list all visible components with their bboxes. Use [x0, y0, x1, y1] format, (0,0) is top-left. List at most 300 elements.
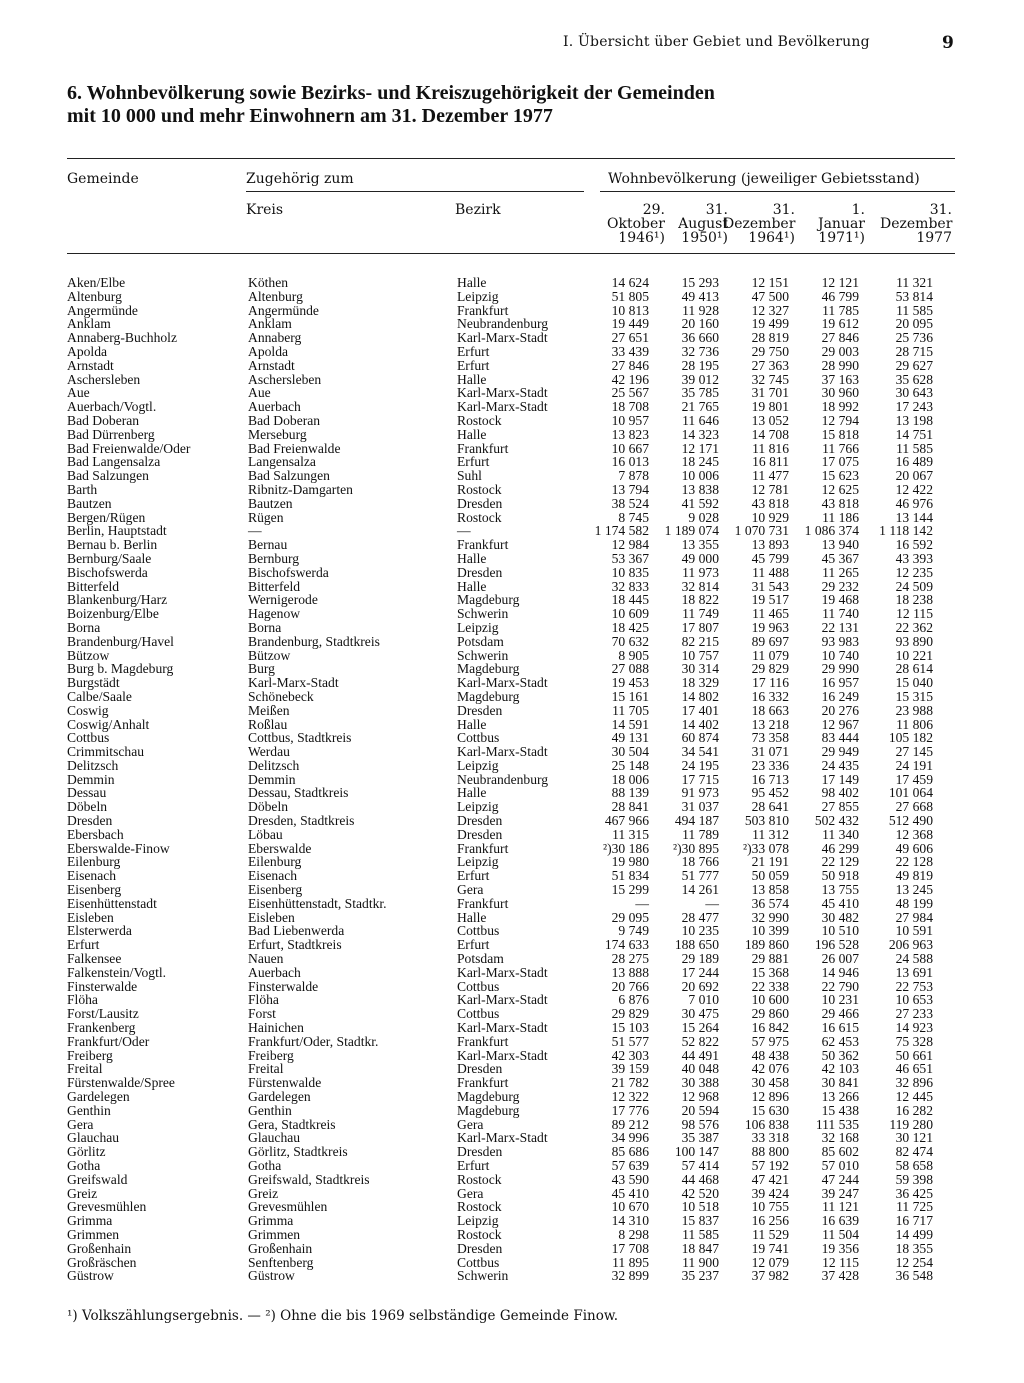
cell-gemeinde: Auerbach/Vogtl. [67, 399, 157, 415]
table-row [67, 662, 933, 676]
cell-kreis: Merseburg [248, 426, 307, 442]
cell-1964: 11 465 [752, 606, 789, 622]
cell-1950: 49 413 [681, 288, 719, 304]
table-row [67, 414, 933, 428]
cell-1950: 11 585 [682, 1226, 719, 1242]
table-title [67, 82, 927, 128]
cell-bezirk: Magdeburg [457, 1089, 520, 1105]
cell-1964: 29 750 [751, 343, 789, 359]
cell-1964: 10 399 [751, 923, 789, 939]
cell-1950: 52 822 [681, 1033, 719, 1049]
cell-1977: 49 819 [895, 868, 933, 884]
cell-bezirk: Cottbus [457, 978, 500, 994]
table-row [67, 1256, 933, 1270]
cell-1946: 18 708 [611, 399, 649, 415]
cell-1977: 20 067 [895, 468, 933, 484]
cell-1964: 32 745 [751, 371, 789, 387]
cell-kreis: Burg [248, 661, 275, 677]
cell-1946: 21 782 [611, 1075, 649, 1091]
cell-1946: 17 776 [611, 1102, 649, 1118]
cell-1977: 13 144 [895, 509, 933, 525]
cell-1950: 14 261 [681, 882, 719, 898]
cell-1971: 42 103 [821, 1061, 859, 1077]
cell-bezirk: Leipzig [457, 757, 499, 773]
cell-1950: 18 766 [681, 854, 719, 870]
table-row [67, 1104, 933, 1118]
table-row [67, 1131, 933, 1145]
header-gemeinde: Gemeinde [67, 171, 139, 187]
cell-bezirk: Erfurt [457, 343, 490, 359]
cell-1964: 16 256 [751, 1213, 789, 1229]
cell-gemeinde: Eisenach [67, 868, 117, 884]
cell-1977: 16 489 [895, 454, 933, 470]
cell-bezirk: Frankfurt [457, 440, 509, 456]
running-head: I. Übersicht über Gebiet und Bevölkerung [563, 34, 870, 50]
cell-kreis: Fürstenwalde [248, 1075, 322, 1091]
cell-kreis: — [248, 523, 262, 539]
cell-1950: 13 838 [681, 481, 719, 497]
cell-1971: 17 149 [821, 771, 859, 787]
table-row [67, 1049, 933, 1063]
cell-bezirk: Erfurt [457, 454, 490, 470]
cell-bezirk: Neubrandenburg [457, 316, 549, 332]
cell-1946: 45 410 [611, 1185, 649, 1201]
cell-1977: 59 398 [895, 1171, 933, 1187]
cell-1946: 25 567 [611, 385, 649, 401]
cell-gemeinde: Eisenberg [67, 882, 122, 898]
cell-1964: 16 811 [752, 454, 789, 470]
cell-bezirk: — [457, 523, 471, 539]
cell-bezirk: Rostock [457, 1171, 502, 1187]
cell-1950: 36 660 [681, 330, 719, 346]
cell-1950: 14 323 [681, 426, 719, 442]
cell-1977: 32 896 [895, 1075, 933, 1091]
cell-1964: 32 990 [751, 909, 789, 925]
cell-1977: 14 499 [895, 1226, 933, 1242]
table-row [67, 828, 933, 842]
cell-1971: 12 967 [821, 716, 859, 732]
cell-1964: 13 218 [751, 716, 789, 732]
table-row [67, 345, 933, 359]
cell-bezirk: Dresden [457, 813, 503, 829]
cell-1977: 22 753 [895, 978, 933, 994]
cell-1946: 18 425 [611, 619, 649, 635]
cell-1964: 503 810 [744, 813, 789, 829]
table-row [67, 304, 933, 318]
cell-bezirk: Karl-Marx-Stadt [457, 1130, 548, 1146]
table-row [67, 1269, 933, 1283]
cell-1946: 14 591 [611, 716, 649, 732]
cell-1950: 17 401 [681, 702, 719, 718]
cell-1964: 19 499 [751, 316, 789, 332]
cell-1950: 10 006 [681, 468, 719, 484]
cell-1946: 29 829 [611, 1006, 649, 1022]
cell-1964: 10 929 [751, 509, 789, 525]
cell-1977: 50 661 [895, 1047, 933, 1063]
cell-1977: 10 591 [895, 923, 933, 939]
cell-1950: 35 785 [681, 385, 719, 401]
cell-kreis: Karl-Marx-Stadt [248, 675, 339, 691]
cell-1977: 12 254 [895, 1254, 933, 1270]
cell-1946: 7 878 [618, 468, 649, 484]
cell-1964: 12 327 [751, 302, 789, 318]
cell-1946: 467 966 [604, 813, 649, 829]
cell-1964: 31 701 [751, 385, 789, 401]
cell-1950: 11 973 [682, 564, 719, 580]
cell-1977: 15 315 [895, 688, 933, 704]
cell-1964: 13 893 [751, 537, 789, 553]
table-row [67, 649, 933, 663]
cell-1971: 24 435 [821, 757, 859, 773]
table-row [67, 386, 933, 400]
cell-gemeinde: Demmin [67, 771, 115, 787]
cell-1946: 43 590 [611, 1171, 649, 1187]
page-number: 9 [942, 33, 954, 53]
cell-1977: 11 585 [896, 302, 933, 318]
cell-bezirk: Frankfurt [457, 895, 509, 911]
population-table [67, 276, 933, 1283]
cell-kreis: Erfurt, Stadtkreis [248, 937, 342, 953]
cell-1950: 29 189 [681, 951, 719, 967]
cell-bezirk: Halle [457, 371, 487, 387]
cell-1977: 53 814 [895, 288, 933, 304]
cell-1977: 25 736 [895, 330, 933, 346]
cell-1971: 37 428 [821, 1268, 859, 1284]
table-row [67, 1228, 933, 1242]
table-row [67, 566, 933, 580]
cell-bezirk: Erfurt [457, 868, 490, 884]
cell-1950: — [705, 895, 719, 911]
cell-kreis: Nauen [248, 951, 284, 967]
cell-kreis: Delitzsch [248, 757, 300, 773]
cell-1950: 40 048 [681, 1061, 719, 1077]
cell-1950: 11 646 [682, 412, 719, 428]
cell-1946: 38 524 [611, 495, 649, 511]
cell-kreis: Wernigerode [248, 592, 318, 608]
cell-1950: 41 592 [681, 495, 719, 511]
cell-1977: 105 182 [888, 730, 933, 746]
cell-bezirk: Dresden [457, 1144, 503, 1160]
cell-1950: 188 650 [674, 937, 719, 953]
cell-1977: 10 221 [895, 647, 933, 663]
cell-kreis: Eisenach [248, 868, 298, 884]
table-row [67, 607, 933, 621]
cell-gemeinde: Greifswald [67, 1171, 128, 1187]
cell-bezirk: Karl-Marx-Stadt [457, 964, 548, 980]
cell-kreis: Hainichen [248, 1020, 304, 1036]
cell-kreis: Ribnitz-Damgarten [248, 481, 353, 497]
table-row [67, 1145, 933, 1159]
cell-bezirk: Rostock [457, 481, 502, 497]
cell-kreis: Freiberg [248, 1047, 294, 1063]
cell-gemeinde: Dessau [67, 785, 107, 801]
cell-1964: 89 697 [751, 633, 789, 649]
cell-1964: 19 801 [751, 399, 789, 415]
cell-kreis: Güstrow [248, 1268, 295, 1284]
table-row [67, 897, 933, 911]
cell-bezirk: Halle [457, 275, 487, 290]
cell-1946: 19 453 [611, 675, 649, 691]
cell-1977: 36 425 [895, 1185, 933, 1201]
cell-1946: 19 449 [611, 316, 649, 332]
cell-1964: 11 488 [752, 564, 789, 580]
table-row [67, 911, 933, 925]
cell-1946: 10 835 [611, 564, 649, 580]
cell-1977: 27 984 [895, 909, 933, 925]
cell-kreis: Eisleben [248, 909, 295, 925]
cell-gemeinde: Großräschen [67, 1254, 137, 1270]
cell-bezirk: Gera [457, 1185, 484, 1201]
cell-bezirk: Halle [457, 550, 487, 566]
table-row [67, 317, 933, 331]
table-row [67, 1021, 933, 1035]
cell-kreis: Frankfurt/Oder, Stadtkr. [248, 1033, 379, 1049]
cell-1971: 19 356 [821, 1240, 859, 1256]
cell-1946: 70 632 [611, 633, 649, 649]
cell-kreis: Bad Salzungen [248, 468, 330, 484]
cell-1971: 10 740 [821, 647, 859, 663]
cell-1964: 13 052 [751, 412, 789, 428]
cell-gemeinde: Coswig/Anhalt [67, 716, 150, 732]
table-row [67, 1090, 933, 1104]
cell-1946: 15 161 [611, 688, 649, 704]
cell-1950: 15 293 [681, 275, 719, 290]
cell-gemeinde: Bergen/Rügen [67, 509, 146, 525]
cell-1964: 19 741 [751, 1240, 789, 1256]
cell-gemeinde: Bautzen [67, 495, 112, 511]
header-date-1950: 31. August 1950¹) [678, 202, 728, 246]
cell-1946: 28 841 [611, 799, 649, 815]
table-row [67, 924, 933, 938]
cell-bezirk: Halle [457, 426, 487, 442]
cell-gemeinde: Döbeln [67, 799, 108, 815]
cell-kreis: Borna [248, 619, 282, 635]
cell-gemeinde: Finsterwalde [67, 978, 138, 994]
cell-1950: 7 010 [688, 992, 719, 1008]
cell-gemeinde: Annaberg-Buchholz [67, 330, 177, 346]
cell-1971: 22 131 [821, 619, 859, 635]
cell-gemeinde: Bernburg/Saale [67, 550, 152, 566]
cell-1964: 47 421 [751, 1171, 789, 1187]
cell-1971: 47 244 [821, 1171, 859, 1187]
cell-1971: 11 186 [822, 509, 859, 525]
cell-1971: 29 003 [821, 343, 859, 359]
cell-kreis: Freital [248, 1061, 284, 1077]
cell-kreis: Dessau, Stadtkreis [248, 785, 349, 801]
cell-1977: 16 717 [895, 1213, 933, 1229]
table-row [67, 1200, 933, 1214]
cell-1950: 12 968 [681, 1089, 719, 1105]
cell-bezirk: Neubrandenburg [457, 771, 549, 787]
cell-1946: 25 148 [611, 757, 649, 773]
cell-1971: 17 075 [821, 454, 859, 470]
cell-1971: 45 410 [821, 895, 859, 911]
cell-1964: 37 982 [751, 1268, 789, 1284]
cell-kreis: Cottbus, Stadtkreis [248, 730, 352, 746]
cell-1971: 27 855 [821, 799, 859, 815]
table-row [67, 511, 933, 525]
title-line-1: 6. Wohnbevölkerung sowie Bezirks- und Kreiszugehörigkeit der Gemeinden [67, 82, 715, 104]
cell-1971: 28 990 [821, 357, 859, 373]
table-row [67, 800, 933, 814]
cell-kreis: Aschersleben [248, 371, 322, 387]
cell-1971: 16 249 [821, 688, 859, 704]
cell-1977: 1 118 142 [879, 523, 933, 539]
cell-1950: 17 715 [681, 771, 719, 787]
wohnbev-underline [600, 191, 955, 192]
cell-bezirk: Potsdam [457, 951, 504, 967]
cell-1971: 11 504 [822, 1226, 859, 1242]
cell-1964: 15 368 [751, 964, 789, 980]
cell-gemeinde: Dresden [67, 813, 113, 829]
cell-1971: 12 121 [821, 275, 859, 290]
cell-kreis: Meißen [248, 702, 290, 718]
cell-1950: 21 765 [681, 399, 719, 415]
cell-1964: 30 458 [751, 1075, 789, 1091]
cell-1977: 49 606 [895, 840, 933, 856]
cell-1946: 33 439 [611, 343, 649, 359]
cell-kreis: Eisenberg [248, 882, 303, 898]
cell-1971: 19 468 [821, 592, 859, 608]
cell-bezirk: Leipzig [457, 619, 499, 635]
cell-bezirk: Suhl [457, 468, 482, 484]
cell-1977: 15 040 [895, 675, 933, 691]
cell-bezirk: Frankfurt [457, 537, 509, 553]
cell-gemeinde: Gera [67, 1116, 94, 1132]
cell-1964: 10 755 [751, 1199, 789, 1215]
cell-1977: 48 199 [895, 895, 933, 911]
cell-1971: 85 602 [821, 1144, 859, 1160]
table-row [67, 1007, 933, 1021]
cell-gemeinde: Fürstenwalde/Spree [67, 1075, 175, 1091]
header-kreis: Kreis [246, 202, 284, 218]
cell-gemeinde: Bischofswerda [67, 564, 148, 580]
cell-1950: 39 012 [681, 371, 719, 387]
cell-1971: 50 918 [821, 868, 859, 884]
cell-1977: 30 121 [895, 1130, 933, 1146]
cell-1950: 49 000 [681, 550, 719, 566]
cell-gemeinde: Ebersbach [67, 826, 124, 842]
cell-1977: 24 509 [895, 578, 933, 594]
cell-1971: 22 129 [821, 854, 859, 870]
cell-bezirk: Rostock [457, 1226, 502, 1242]
cell-bezirk: Dresden [457, 1240, 503, 1256]
table-row [67, 1076, 933, 1090]
cell-1950: 100 147 [674, 1144, 719, 1160]
cell-gemeinde: Glauchau [67, 1130, 120, 1146]
cell-1971: 11 121 [822, 1199, 859, 1215]
cell-1971: 196 528 [814, 937, 859, 953]
header-bottom-rule [67, 253, 955, 254]
cell-1964: 57 975 [751, 1033, 789, 1049]
cell-bezirk: Leipzig [457, 799, 499, 815]
cell-gemeinde: Bernau b. Berlin [67, 537, 158, 553]
table-row [67, 524, 933, 538]
cell-gemeinde: Falkenstein/Vogtl. [67, 964, 167, 980]
cell-1946: 57 639 [611, 1158, 649, 1173]
cell-1971: 50 362 [821, 1047, 859, 1063]
cell-1971: 15 623 [821, 468, 859, 484]
cell-1950: 18 329 [681, 675, 719, 691]
cell-1977: 43 393 [895, 550, 933, 566]
table-row [67, 938, 933, 952]
cell-1946: 53 367 [611, 550, 649, 566]
cell-gemeinde: Boizenburg/Elbe [67, 606, 159, 622]
cell-kreis: Glauchau [248, 1130, 301, 1146]
cell-1971: 32 168 [821, 1130, 859, 1146]
cell-1950: 34 541 [681, 744, 719, 760]
table-row [67, 1118, 933, 1132]
cell-1946: 27 651 [611, 330, 649, 346]
cell-gemeinde: Güstrow [67, 1268, 114, 1284]
cell-1950: 20 160 [681, 316, 719, 332]
table-row [67, 773, 933, 787]
cell-gemeinde: Delitzsch [67, 757, 119, 773]
cell-kreis: Rügen [248, 509, 284, 525]
cell-kreis: Brandenburg, Stadtkreis [248, 633, 380, 649]
cell-bezirk: Karl-Marx-Stadt [457, 1047, 548, 1063]
cell-1964: 19 963 [751, 619, 789, 635]
cell-1977: 22 362 [895, 619, 933, 635]
cell-1977: 18 355 [895, 1240, 933, 1256]
cell-1946: 32 899 [611, 1268, 649, 1284]
cell-bezirk: Karl-Marx-Stadt [457, 1020, 548, 1036]
cell-kreis: Dresden, Stadtkreis [248, 813, 355, 829]
cell-gemeinde: Freiberg [67, 1047, 113, 1063]
cell-gemeinde: Bad Langensalza [67, 454, 161, 470]
cell-gemeinde: Bitterfeld [67, 578, 120, 594]
cell-kreis: Langensalza [248, 454, 316, 470]
cell-1971: 57 010 [821, 1158, 859, 1173]
cell-1971: 30 960 [821, 385, 859, 401]
cell-kreis: Angermünde [248, 302, 319, 318]
cell-1971: 29 232 [821, 578, 859, 594]
cell-kreis: Aue [248, 385, 271, 401]
cell-gemeinde: Anklam [67, 316, 111, 332]
cell-bezirk: Halle [457, 578, 487, 594]
table-row [67, 469, 933, 483]
cell-1977: 16 282 [895, 1102, 933, 1118]
cell-1971: 62 453 [821, 1033, 859, 1049]
cell-1964: 1 070 731 [734, 523, 789, 539]
cell-1977: 46 651 [895, 1061, 933, 1077]
table-row [67, 276, 933, 290]
cell-1971: 27 846 [821, 330, 859, 346]
table-row [67, 290, 933, 304]
cell-bezirk: Halle [457, 909, 487, 925]
cell-kreis: Görlitz, Stadtkreis [248, 1144, 348, 1160]
cell-gemeinde: Flöha [67, 992, 98, 1008]
cell-bezirk: Dresden [457, 564, 503, 580]
cell-1964: 47 500 [751, 288, 789, 304]
cell-1964: 15 630 [751, 1102, 789, 1118]
cell-1946: 42 303 [611, 1047, 649, 1063]
cell-gemeinde: Frankenberg [67, 1020, 136, 1036]
cell-1964: 14 708 [751, 426, 789, 442]
cell-1964: 17 116 [752, 675, 789, 691]
cell-bezirk: Schwerin [457, 1268, 509, 1284]
cell-gemeinde: Barth [67, 481, 98, 497]
cell-1946: 14 624 [611, 275, 649, 290]
cell-1977: 11 321 [896, 275, 933, 290]
cell-1971: 14 946 [821, 964, 859, 980]
cell-1977: 24 191 [895, 757, 933, 773]
cell-1971: 16 615 [821, 1020, 859, 1036]
cell-1971: 12 115 [822, 1254, 859, 1270]
table-row [67, 952, 933, 966]
cell-1964: 12 896 [751, 1089, 789, 1105]
cell-gemeinde: Gotha [67, 1158, 101, 1173]
